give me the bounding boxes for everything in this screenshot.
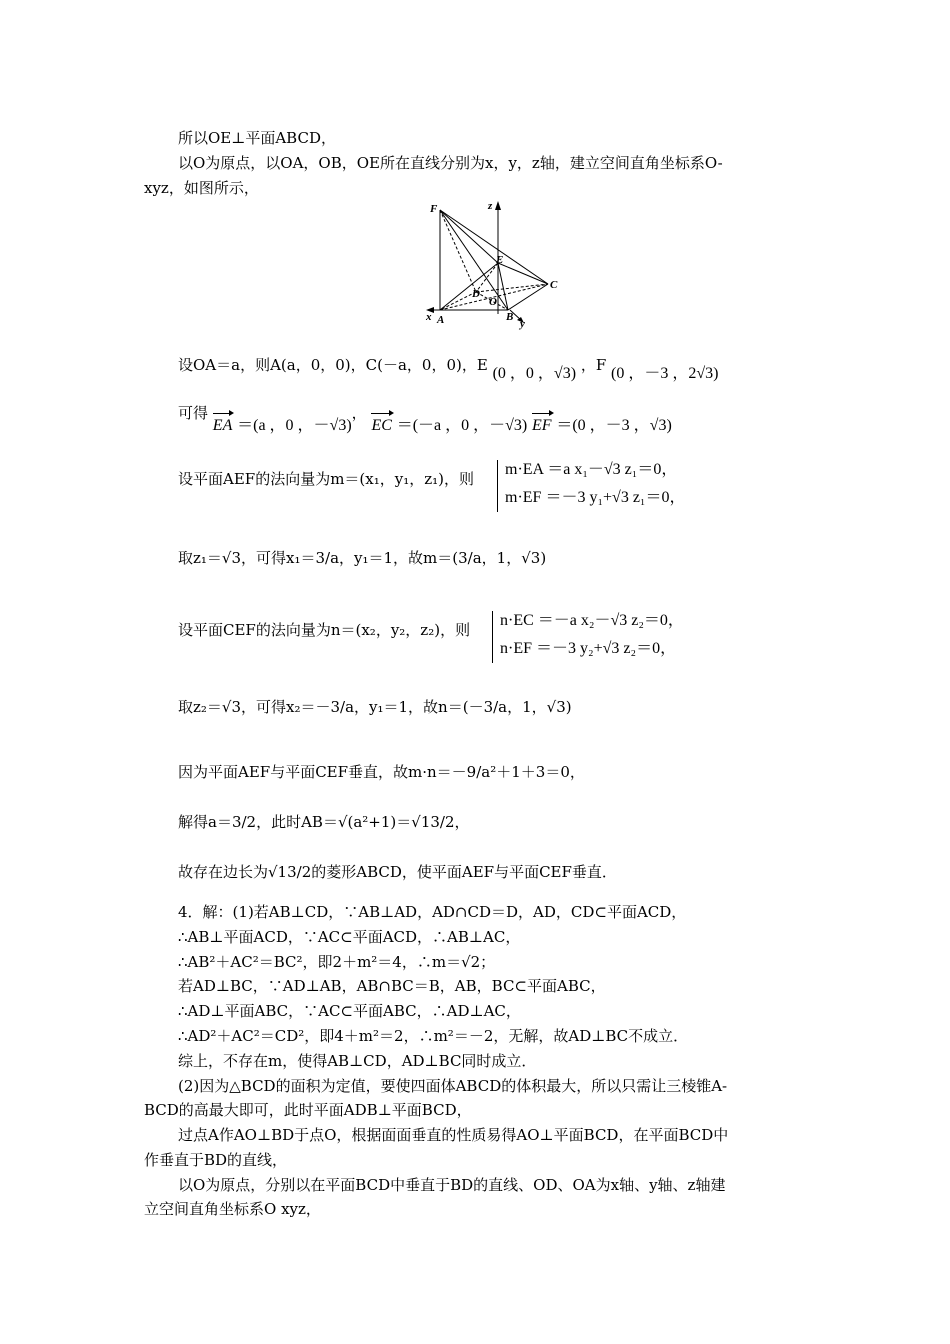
text-line-8: 取z₂＝√3，可得x₂＝－3/a，y₁＝1，故n＝(－3/a，1，√3) xyxy=(178,698,572,716)
text-line-21b: 立空间直角坐标系O xyz， xyxy=(144,1200,321,1218)
text-line-18: 综上，不存在m，使得AB⊥CD，AD⊥BC同时成立． xyxy=(178,1052,537,1070)
label-B: B xyxy=(506,311,514,323)
text-line-17: ∴AD²＋AC²＝CD²，即4＋m²＝2，∴m²＝－2，无解，故AD⊥BC不成立． xyxy=(178,1027,689,1045)
vector-EC-value: ＝(－a ，0 ，－√3) xyxy=(396,417,528,434)
text-line-19a: (2)因为△BCD的面积为定值，要使四面体ABCD的体积最大，所以只需让三棱锥A- xyxy=(178,1077,728,1095)
text-line-10: 解得a＝3/2，此时AB＝√(a²+1)＝√13/2， xyxy=(178,813,470,831)
text-line-4: 可得 EA ＝(a ，0 ，－√3)， EC ＝(－a ，0 ，－√3) EF ＝(0 ，－3 ，√3) xyxy=(178,404,672,434)
text-line-20a: 过点A作AO⊥BD于点O，根据面面垂直的性质易得AO⊥平面BCD，在平面BCD中 xyxy=(178,1126,729,1144)
equation-5-2: m·EF ＝－3 y₁+√3 z₁＝0， xyxy=(505,489,686,506)
text-line-5: 设平面AEF的法向量为m＝(x₁，y₁，z₁)，则 xyxy=(178,470,474,488)
label-F: F xyxy=(430,203,438,215)
text-line-21a: 以O为原点，分别以在平面BCD中垂直于BD的直线、OD、OA为x轴、y轴、z轴建 xyxy=(178,1176,726,1194)
text-line-6: 取z₁＝√3，可得x₁＝3/a，y₁＝1，故m＝(3/a，1，√3) xyxy=(178,549,547,567)
text-line-7: 设平面CEF的法向量为n＝(x₂，y₂，z₂)，则 xyxy=(178,621,471,639)
coords-A-C-E: 设OA＝a，则A(a，0，0)，C(－a，0，0)，E xyxy=(178,356,488,374)
brace-system-2 xyxy=(492,611,493,663)
text-line-15: 若AD⊥BC，∵AD⊥AB，AB∩BC＝B，AB，BC⊂平面ABC， xyxy=(178,977,606,995)
equation-5-1: m·EA ＝a x₁－√3 z₁＝0， xyxy=(505,461,678,478)
vector-EF-value: ＝(0 ，－3 ，√3) xyxy=(556,417,672,434)
text-line-2b: xyz，如图所示， xyxy=(144,179,259,197)
keyword-kede: 可得 xyxy=(178,404,209,422)
pyramid-figure xyxy=(418,196,568,331)
vector-EA-value: ＝(a ，0 ，－√3) xyxy=(237,417,352,434)
text-line-14: ∴AB²＋AC²＝BC²，即2＋m²＝4，∴m＝√2； xyxy=(178,953,496,971)
equation-7-1: n·EC ＝－a x₂－√3 z₂＝0， xyxy=(500,612,684,629)
text-line-1: 所以OE⊥平面ABCD， xyxy=(178,129,336,147)
equation-7-2: n·EF ＝－3 y₂+√3 z₂＝0， xyxy=(500,640,677,657)
text-line-19b: BCD的高最大即可，此时平面ADB⊥平面BCD， xyxy=(144,1101,472,1119)
vector-EA: EA xyxy=(212,417,233,434)
text-line-9: 因为平面AEF与平面CEF垂直，故m·n＝－9/a²＋1＋3＝0， xyxy=(178,763,585,781)
label-z: z xyxy=(488,200,493,212)
coord-E: (0 ，0 ，√3) xyxy=(492,365,577,382)
label-E: E xyxy=(496,254,504,266)
label-y: y xyxy=(520,318,525,330)
label-A: A xyxy=(437,314,445,326)
text-line-20b: 作垂直于BD的直线， xyxy=(144,1151,288,1169)
text-line-2a: 以O为原点，以OA，OB，OE所在直线分别为x，y，z轴，建立空间直角坐标系O- xyxy=(178,154,723,172)
vector-EC: EC xyxy=(371,417,392,434)
label-C: C xyxy=(550,279,558,291)
vector-EF: EF xyxy=(532,417,552,434)
text-line-12: 4．解：(1)若AB⊥CD，∵AB⊥AD，AD∩CD＝D，AD，CD⊂平面ACD， xyxy=(178,903,687,921)
label-O: O xyxy=(489,296,497,308)
text-line-13: ∴AB⊥平面ACD，∵AC⊂平面ACD，∴AB⊥AC， xyxy=(178,928,521,946)
text-line-11: 故存在边长为√13/2的菱形ABCD，使平面AEF与平面CEF垂直． xyxy=(178,863,617,881)
coord-F-prefix: ，F xyxy=(580,356,607,374)
coord-F: (0 ，－3 ，2√3) xyxy=(611,365,719,382)
brace-system-1 xyxy=(497,460,498,512)
text-line-3 xyxy=(178,355,719,382)
label-D: D xyxy=(472,288,480,300)
text-line-16: ∴AD⊥平面ABC，∵AC⊂平面ABC，∴AD⊥AC， xyxy=(178,1002,521,1020)
label-x: x xyxy=(426,311,432,323)
